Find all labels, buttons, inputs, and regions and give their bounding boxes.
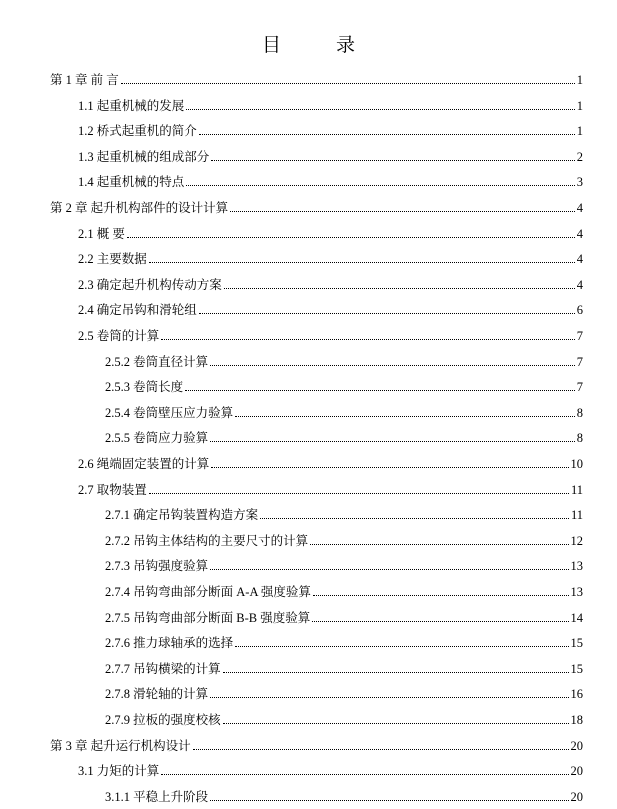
toc-entry[interactable] (78, 476, 583, 498)
toc-entry-page-number: 13 (570, 559, 583, 574)
toc-entry[interactable] (105, 552, 583, 574)
toc-entry-page-number: 11 (570, 508, 583, 523)
dot-leader (186, 185, 574, 186)
toc-entry-label: 2.6 绳端固定装置的计算 (78, 457, 210, 471)
toc-entry[interactable] (50, 194, 583, 216)
dot-leader (235, 646, 568, 647)
dot-leader (210, 800, 568, 801)
toc-entry[interactable] (105, 604, 583, 626)
toc-entry-page-number: 13 (570, 585, 583, 599)
toc-entry-label: 2.7.2 吊钩主体结构的主要尺寸的计算 (105, 533, 309, 548)
toc-entry[interactable] (78, 117, 583, 139)
toc-entry[interactable] (105, 527, 583, 549)
toc-entry[interactable] (78, 168, 583, 190)
toc-entry[interactable] (105, 680, 583, 702)
toc-entry[interactable] (105, 655, 583, 677)
dot-leader (310, 544, 568, 545)
toc-entry-page-number: 20 (570, 764, 583, 779)
toc-entry-label: 1.2 桥式起重机的简介 (78, 124, 197, 139)
toc-entry-page-number: 4 (576, 277, 583, 292)
toc-entry-page-number: 2 (576, 149, 583, 164)
toc-entry-label: 2.4 确定吊钩和滑轮组 (78, 303, 197, 318)
dot-leader (199, 313, 575, 314)
dot-leader (313, 595, 569, 596)
dot-leader (193, 749, 569, 750)
toc-entry-label: 第 1 章 前 言 (50, 73, 119, 87)
dot-leader (127, 237, 575, 238)
dot-leader (149, 262, 575, 263)
toc-entry-page-number: 7 (576, 380, 583, 395)
dot-leader (223, 723, 569, 724)
dot-leader (211, 467, 568, 468)
toc-entry-label: 3.1 力矩的计算 (78, 764, 160, 779)
toc-entry-page-number: 18 (570, 713, 583, 727)
toc-entry[interactable] (105, 629, 583, 651)
toc-entry-page-number: 20 (570, 789, 583, 804)
toc-entry-label: 2.7.6 推力球轴承的选择 (105, 636, 234, 651)
toc-entry[interactable] (78, 757, 583, 779)
toc-entry[interactable] (78, 143, 583, 165)
dot-leader (230, 211, 575, 212)
dot-leader (185, 390, 575, 391)
toc-entry[interactable] (78, 92, 583, 114)
toc-entry-label: 2.7.1 确定吊钩装置构造方案 (105, 508, 259, 523)
dot-leader (223, 672, 569, 673)
toc-entry-page-number: 16 (570, 687, 583, 702)
dot-leader (312, 621, 568, 622)
dot-leader (161, 339, 574, 340)
toc-entry-label: 2.7.3 吊钩强度验算 (105, 559, 209, 574)
dot-leader (186, 109, 574, 110)
toc-entry-label: 2.3 确定起升机构传动方案 (78, 277, 222, 292)
toc-entry-label: 2.7.5 吊钩弯曲部分断面 B-B 强度验算 (105, 610, 311, 625)
toc-entry-page-number: 15 (570, 661, 583, 676)
toc-entry-label: 2.2 主要数据 (78, 252, 147, 267)
toc-entry-page-number: 6 (576, 303, 583, 318)
toc-entry[interactable] (50, 732, 583, 754)
toc-entry-label: 2.7 取物装置 (78, 482, 147, 497)
dot-leader (211, 160, 574, 161)
toc-entry[interactable] (78, 296, 583, 318)
toc-entry-label: 2.5.5 卷筒应力验算 (105, 431, 209, 446)
dot-leader (260, 518, 569, 519)
toc-entry-label: 2.7.7 吊钩横梁的计算 (105, 661, 221, 676)
dot-leader (235, 416, 575, 417)
toc-entry-page-number: 3 (576, 175, 583, 190)
toc-entry[interactable] (105, 348, 583, 370)
toc-entry-page-number: 8 (576, 431, 583, 446)
toc-entry[interactable] (78, 220, 583, 242)
toc-entry-label: 3.1.1 平稳上升阶段 (105, 789, 209, 804)
toc-entry-label: 2.7.9 拉板的强度校核 (105, 713, 221, 727)
toc-entry-label: 2.5.3 卷筒长度 (105, 380, 184, 395)
toc-entry-label: 第 3 章 起升运行机构设计 (50, 738, 191, 753)
toc-entry-label: 1.4 起重机械的特点 (78, 175, 185, 190)
toc-entry-page-number: 1 (576, 124, 583, 139)
toc-entry-page-number: 4 (576, 226, 583, 241)
toc-entry[interactable] (78, 271, 583, 293)
dot-leader (121, 83, 575, 84)
dot-leader (224, 288, 575, 289)
toc-entry-page-number: 20 (570, 738, 583, 753)
toc-entry-page-number: 7 (576, 329, 583, 343)
toc-entry[interactable] (105, 783, 583, 805)
toc-entry-page-number: 7 (576, 354, 583, 369)
toc-title: 目 录 (261, 35, 373, 56)
toc-entry[interactable] (78, 322, 583, 344)
toc-entry-page-number: 14 (570, 610, 583, 625)
toc-entry-label: 1.3 起重机械的组成部分 (78, 149, 210, 164)
toc-entry-page-number: 15 (570, 636, 583, 651)
toc-entry-page-number: 11 (570, 482, 583, 497)
dot-leader (210, 365, 575, 366)
dot-leader (199, 134, 575, 135)
toc-entry[interactable] (105, 501, 583, 523)
toc-entry[interactable] (78, 450, 583, 472)
toc-entry[interactable] (105, 373, 583, 395)
toc-entry-page-number: 10 (570, 457, 583, 471)
toc-entry-label: 2.1 概 要 (78, 226, 125, 241)
toc-entry-label: 第 2 章 起升机构部件的设计计算 (50, 201, 229, 215)
toc-entry[interactable] (105, 706, 583, 728)
toc-entry-page-number: 1 (576, 98, 583, 113)
toc-entry-label: 1.1 起重机械的发展 (78, 98, 185, 113)
toc-entry-page-number: 4 (576, 201, 583, 215)
toc-entry[interactable] (78, 245, 583, 267)
toc-entry[interactable] (105, 399, 583, 421)
toc-entry[interactable] (105, 578, 583, 600)
toc-entry[interactable] (105, 424, 583, 446)
toc-entry-label: 2.5.4 卷筒壁压应力验算 (105, 405, 234, 420)
dot-leader (210, 569, 568, 570)
toc-entry-page-number: 12 (570, 533, 583, 548)
dot-leader (161, 774, 568, 775)
dot-leader (149, 493, 569, 494)
toc-entry-page-number: 8 (576, 405, 583, 420)
toc-entry[interactable] (50, 66, 583, 88)
toc-entry-page-number: 1 (576, 73, 583, 87)
toc-entry-label: 2.5.2 卷筒直径计算 (105, 354, 209, 369)
toc-entry-label: 2.7.8 滑轮轴的计算 (105, 687, 209, 702)
toc-entry-label: 2.5 卷筒的计算 (78, 329, 160, 343)
dot-leader (210, 441, 575, 442)
toc-entry-label: 2.7.4 吊钩弯曲部分断面 A-A 强度验算 (105, 585, 311, 599)
toc-entry-page-number: 4 (576, 252, 583, 267)
dot-leader (210, 697, 568, 698)
